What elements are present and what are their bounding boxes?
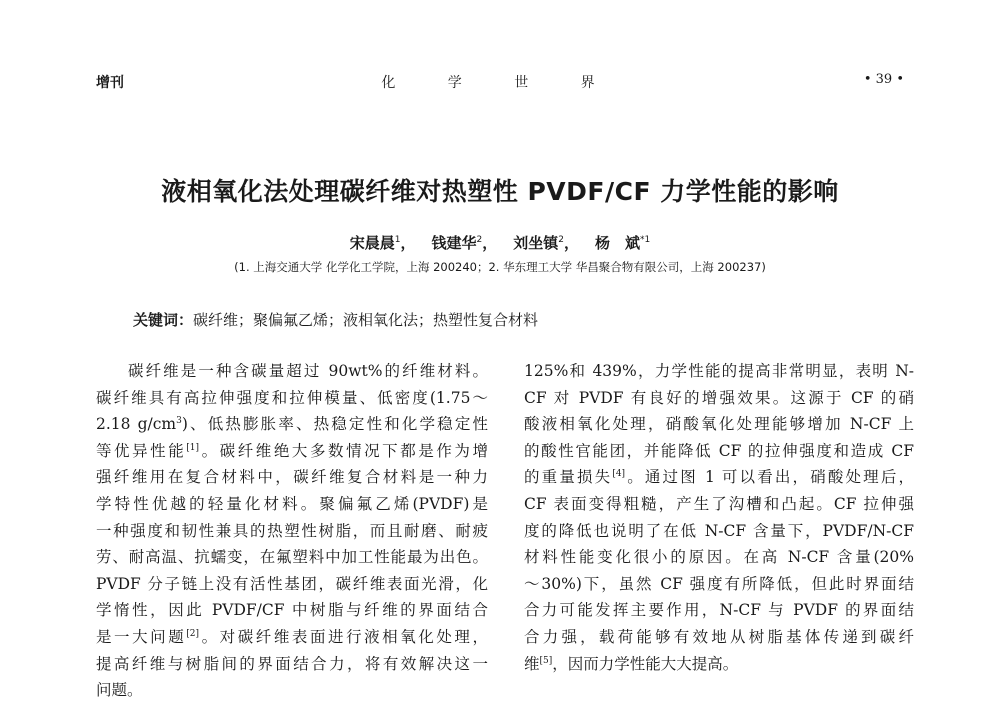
text-line: [524, 385, 914, 412]
text-segment: 的酸性官能团，并能降低 CF 的拉伸强度和造成 CF: [524, 441, 914, 460]
text-line: [524, 624, 914, 651]
text-line: [96, 651, 488, 678]
citation-superscript: [1]: [186, 442, 200, 453]
text-segment: 。碳纤维绝大多数情况下都是作为增: [199, 441, 488, 460]
journal-issue-label: 增刊: [96, 75, 124, 91]
text-line: [96, 571, 488, 598]
author-affiliation-mark: 1: [394, 235, 401, 245]
author-separator: ，: [482, 234, 498, 252]
text-line: [524, 571, 914, 598]
text-segment: 碳纤维是一种含碳量超过 90wt%的纤维材料。: [128, 362, 488, 380]
text-line: [524, 358, 914, 385]
author-name: 刘坐镇: [513, 234, 559, 252]
journal-name: 化 学 世 界: [381, 75, 619, 91]
citation-superscript: 3: [176, 416, 182, 427]
text-line: [96, 518, 488, 545]
text-line: [524, 651, 914, 678]
text-line: [524, 411, 914, 438]
author-separator: ，: [400, 234, 416, 252]
text-segment: 的重量损失: [524, 468, 613, 487]
text-segment: 提高纤维与树脂间的界面结合力，将有效解决这一: [96, 654, 488, 673]
author-name: 杨 斌: [595, 234, 641, 252]
text-segment: 酸液相氧化处理，硝酸氧化处理能够增加 N-CF 上: [524, 415, 914, 434]
text-line: [524, 491, 914, 518]
text-segment: 125%和 439%，力学性能的提高非常明显，表明 N-: [524, 362, 914, 380]
text-line: [96, 464, 488, 491]
author-list: [0, 232, 1000, 253]
text-segment: PVDF 分子链上没有活性基团，碳纤维表面光滑，化: [96, 574, 488, 593]
author-affiliation-mark: 2: [558, 235, 564, 245]
text-segment: 维: [524, 654, 540, 673]
text-line: [524, 597, 914, 624]
text-segment: ，因而力学性能大大提高。: [552, 654, 739, 673]
text-line: [524, 464, 914, 491]
keywords-text: 碳纤维；聚偏氟乙烯；液相氧化法；热塑性复合材料: [193, 311, 539, 329]
text-segment: 材料性能变化很小的原因。在高 N-CF 含量(20%: [524, 548, 914, 567]
text-segment: 强纤维用在复合材料中，碳纤维复合材料是一种力: [96, 468, 488, 487]
text-line: [96, 438, 488, 465]
text-segment: CF 对 PVDF 有良好的增强效果。这源于 CF 的硝: [524, 388, 914, 407]
keywords: [133, 309, 538, 330]
text-segment: 学特性优越的轻量化材料。聚偏氟乙烯(PVDF)是: [96, 494, 488, 513]
text-segment: 学惰性，因此 PVDF/CF 中树脂与纤维的界面结合: [96, 601, 488, 620]
author-name: 钱建华: [431, 234, 477, 252]
author-affiliation-mark: 2: [476, 235, 483, 245]
text-segment: 一种强度和韧性兼具的热塑性树脂，而且耐磨、耐疲: [96, 521, 488, 540]
text-segment: 问题。: [96, 681, 143, 700]
author: [513, 234, 579, 252]
citation-superscript: [2]: [186, 628, 200, 639]
text-segment: 2.18 g/cm: [96, 415, 177, 434]
text-segment: 。对碳纤维表面进行液相氧化处理，: [199, 627, 488, 646]
left-column: [96, 358, 488, 704]
text-segment: )、低热膨胀率、热稳定性和化学稳定性: [181, 415, 488, 434]
text-segment: CF 表面变得粗糙，产生了沟槽和凸起。CF 拉伸强: [524, 494, 914, 513]
author: [431, 234, 497, 252]
right-column: [524, 358, 914, 677]
text-segment: 合力强，载荷能够有效地从树脂基体传递到碳纤: [524, 627, 914, 646]
text-line: [524, 544, 914, 571]
text-line: [96, 677, 488, 704]
author-affiliation-mark: *1: [640, 235, 651, 245]
affiliations: (1. 上海交通大学 化学化工学院，上海 200240；2. 华东理工大学 华昌聚合物有限公司，上海 200237): [234, 260, 766, 274]
keywords-label: 关键词：: [133, 311, 194, 329]
text-segment: ～30%)下，虽然 CF 强度有所降低，但此时界面结: [524, 574, 914, 593]
page-number: • 39 •: [863, 72, 904, 87]
author: [595, 234, 650, 252]
author-separator: ，: [564, 234, 580, 252]
citation-superscript: [5]: [539, 655, 553, 666]
text-segment: 合力可能发挥主要作用，N-CF 与 PVDF 的界面结: [524, 601, 914, 620]
author: [350, 234, 416, 252]
text-line: [524, 438, 914, 465]
text-line: [96, 358, 488, 385]
citation-superscript: [4]: [612, 469, 626, 480]
text-segment: 碳纤维具有高拉伸强度和拉伸模量、低密度(1.75～: [96, 388, 488, 407]
text-line: [524, 518, 914, 545]
text-segment: 。通过图 1 可以看出，硝酸处理后，: [625, 468, 914, 487]
text-line: [96, 411, 488, 438]
text-line: [96, 491, 488, 518]
text-line: [96, 624, 488, 651]
paper-title: 液相氧化法处理碳纤维对热塑性 PVDF/CF 力学性能的影响: [161, 177, 839, 206]
author-name: 宋晨晨: [349, 234, 395, 252]
text-segment: 度的降低也说明了在低 N-CF 含量下，PVDF/N-CF: [524, 521, 914, 540]
text-segment: 等优异性能: [96, 441, 187, 460]
text-line: [96, 597, 488, 624]
text-segment: 是一大问题: [96, 627, 187, 646]
text-line: [96, 544, 488, 571]
text-line: [96, 385, 488, 412]
text-segment: 劳、耐高温、抗蠕变，在氟塑料中加工性能最为出色。: [96, 548, 488, 567]
